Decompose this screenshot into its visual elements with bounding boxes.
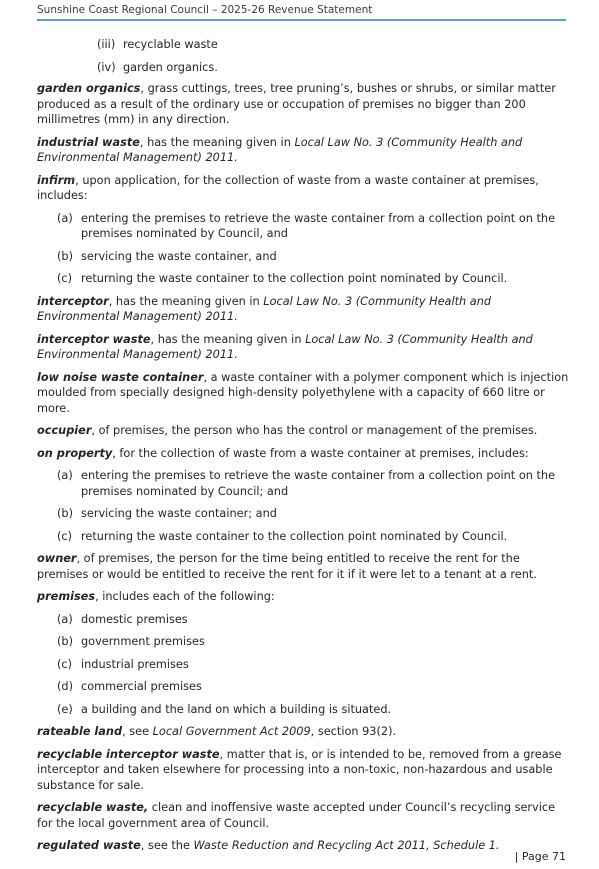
definition-regulated-waste bbox=[37, 838, 570, 854]
definition-term: premises bbox=[37, 590, 96, 603]
list-text: a building and the land on which a building is situated. bbox=[81, 702, 392, 716]
list-item bbox=[57, 679, 570, 695]
list-text: government premises bbox=[81, 635, 205, 648]
definition-low-noise-waste-container bbox=[37, 370, 570, 417]
definition-industrial-waste bbox=[37, 135, 570, 166]
list-num: (c) bbox=[57, 657, 73, 671]
definition-term: low noise waste container bbox=[37, 370, 204, 384]
list-item bbox=[97, 60, 570, 76]
definition-term: interceptor bbox=[37, 294, 109, 308]
definition-recyclable-waste bbox=[37, 800, 570, 831]
definition-text: , see the bbox=[140, 839, 194, 852]
definition-recyclable-interceptor-waste bbox=[37, 747, 570, 794]
definition-text: , grass cuttings, trees, tree pruning’s, bushes or shrubs, or similar matter produced as a result of the ordinary use or occupation of premises no bigger than 200 millimetres (mm) in any direction. bbox=[37, 82, 556, 126]
list-num: (b) bbox=[57, 249, 73, 263]
document-body bbox=[37, 37, 570, 861]
definition-text: , see bbox=[122, 725, 153, 738]
list-text: entering the premises to retrieve the waste container from a collection point on the premises nominated by Council, and bbox=[81, 211, 556, 240]
list-item bbox=[57, 506, 570, 522]
definition-occupier bbox=[37, 423, 570, 439]
list-item bbox=[57, 468, 570, 499]
definition-term: interceptor waste bbox=[37, 332, 151, 346]
list-text: domestic premises bbox=[81, 612, 188, 626]
definition-owner bbox=[37, 551, 570, 582]
legislation-reference: Waste Reduction and Recycling Act 2011, Schedule 1. bbox=[193, 839, 500, 852]
list-item bbox=[57, 529, 570, 545]
list-item bbox=[57, 249, 570, 265]
list-num: (b) bbox=[57, 635, 73, 648]
definition-text: clean and inoffensive waste accepted under Council’s recycling service for the local government area of Council. bbox=[37, 801, 556, 830]
list-text: recyclable waste bbox=[123, 38, 218, 51]
definition-term: recyclable waste, bbox=[37, 801, 149, 814]
definition-text: , includes each of the following: bbox=[95, 590, 275, 603]
definition-term: recyclable interceptor waste bbox=[37, 747, 220, 761]
definition-term: industrial waste bbox=[37, 135, 140, 149]
continuation-list bbox=[37, 37, 570, 75]
list-num: (a) bbox=[57, 469, 73, 482]
definition-term: owner bbox=[37, 552, 77, 565]
definition-text: , has the meaning given in bbox=[139, 135, 295, 149]
legislation-reference: Local Government Act 2009 bbox=[152, 725, 311, 738]
definition-term: occupier bbox=[37, 424, 92, 437]
page-number: | Page 71 bbox=[514, 850, 566, 863]
page-header bbox=[37, 2, 566, 21]
list-num: (a) bbox=[57, 612, 73, 626]
definition-text: , section 93(2). bbox=[310, 725, 397, 738]
legislation-reference: Local Law No. 3 (Community Health and Environmental Management) 2011. bbox=[37, 294, 492, 323]
list-text: commercial premises bbox=[81, 680, 202, 693]
list-num: (iii) bbox=[97, 38, 116, 51]
definition-term: garden organics bbox=[37, 82, 141, 95]
legislation-reference: Local Law No. 3 (Community Health and Environmental Management) 2011. bbox=[37, 135, 523, 164]
definition-rateable-land bbox=[37, 724, 570, 740]
definition-text: , a waste container with a polymer component which is injection moulded from specially designed high-density polyethylene with a capacity of 660 litre or more. bbox=[37, 370, 569, 415]
premises-list bbox=[37, 612, 570, 718]
page-footer bbox=[515, 850, 566, 863]
list-text: returning the waste container to the collection point nominated by Council. bbox=[81, 272, 508, 285]
definition-interceptor-waste bbox=[37, 332, 570, 363]
list-item bbox=[57, 702, 570, 718]
definition-term: regulated waste bbox=[37, 839, 141, 852]
definition-term: rateable land bbox=[37, 725, 123, 738]
on-property-list bbox=[37, 468, 570, 544]
list-item bbox=[57, 211, 570, 242]
definition-text: , has the meaning given in bbox=[108, 294, 264, 308]
definition-term: infirm bbox=[37, 173, 76, 187]
definition-text: , upon application, for the collection of waste from a waste container at premises, includes: bbox=[37, 173, 539, 202]
definition-interceptor bbox=[37, 294, 570, 325]
definition-text: , for the collection of waste from a waste container at premises, includes: bbox=[112, 446, 529, 460]
list-num: (c) bbox=[57, 272, 73, 285]
list-text: entering the premises to retrieve the waste container from a collection point on the premises nominated by Council; and bbox=[81, 469, 556, 498]
list-text: industrial premises bbox=[81, 657, 189, 671]
list-text: returning the waste container to the collection point nominated by Council. bbox=[81, 529, 508, 543]
list-num: (d) bbox=[57, 680, 73, 693]
list-item bbox=[57, 612, 570, 628]
definition-on-property bbox=[37, 446, 570, 462]
infirm-list bbox=[37, 211, 570, 287]
definition-term: on property bbox=[37, 446, 113, 460]
list-num: (c) bbox=[57, 529, 73, 543]
list-item bbox=[57, 634, 570, 650]
definition-text: , matter that is, or is intended to be, removed from a grease interceptor and taken elsewhere for processing into a non-toxic, non-hazardous and usable substance for sale. bbox=[37, 747, 562, 792]
definition-text: , of premises, the person who has the control or management of the premises. bbox=[91, 424, 538, 437]
list-num: (b) bbox=[57, 507, 73, 520]
legislation-reference: Local Law No. 3 (Community Health and Environmental Management) 2011. bbox=[37, 332, 533, 361]
definition-text: , has the meaning given in bbox=[150, 332, 306, 346]
definition-text: , of premises, the person for the time being entitled to receive the rent for the premises or would be entitled to receive the rent for it if it were let to a tenant at a rent. bbox=[37, 552, 537, 581]
definition-infirm bbox=[37, 173, 570, 204]
definition-premises bbox=[37, 589, 570, 605]
list-text: servicing the waste container; and bbox=[81, 507, 277, 520]
list-text: servicing the waste container, and bbox=[81, 249, 277, 263]
header-title: Sunshine Coast Regional Council – 2025-26 Revenue Statement bbox=[37, 4, 373, 16]
definition-garden-organics bbox=[37, 81, 570, 128]
list-item bbox=[57, 657, 570, 673]
list-item bbox=[57, 271, 570, 287]
list-text: garden organics. bbox=[123, 60, 218, 74]
list-num: (iv) bbox=[97, 60, 116, 74]
list-num: (a) bbox=[57, 211, 73, 225]
list-num: (e) bbox=[57, 702, 73, 716]
list-item bbox=[97, 37, 570, 53]
